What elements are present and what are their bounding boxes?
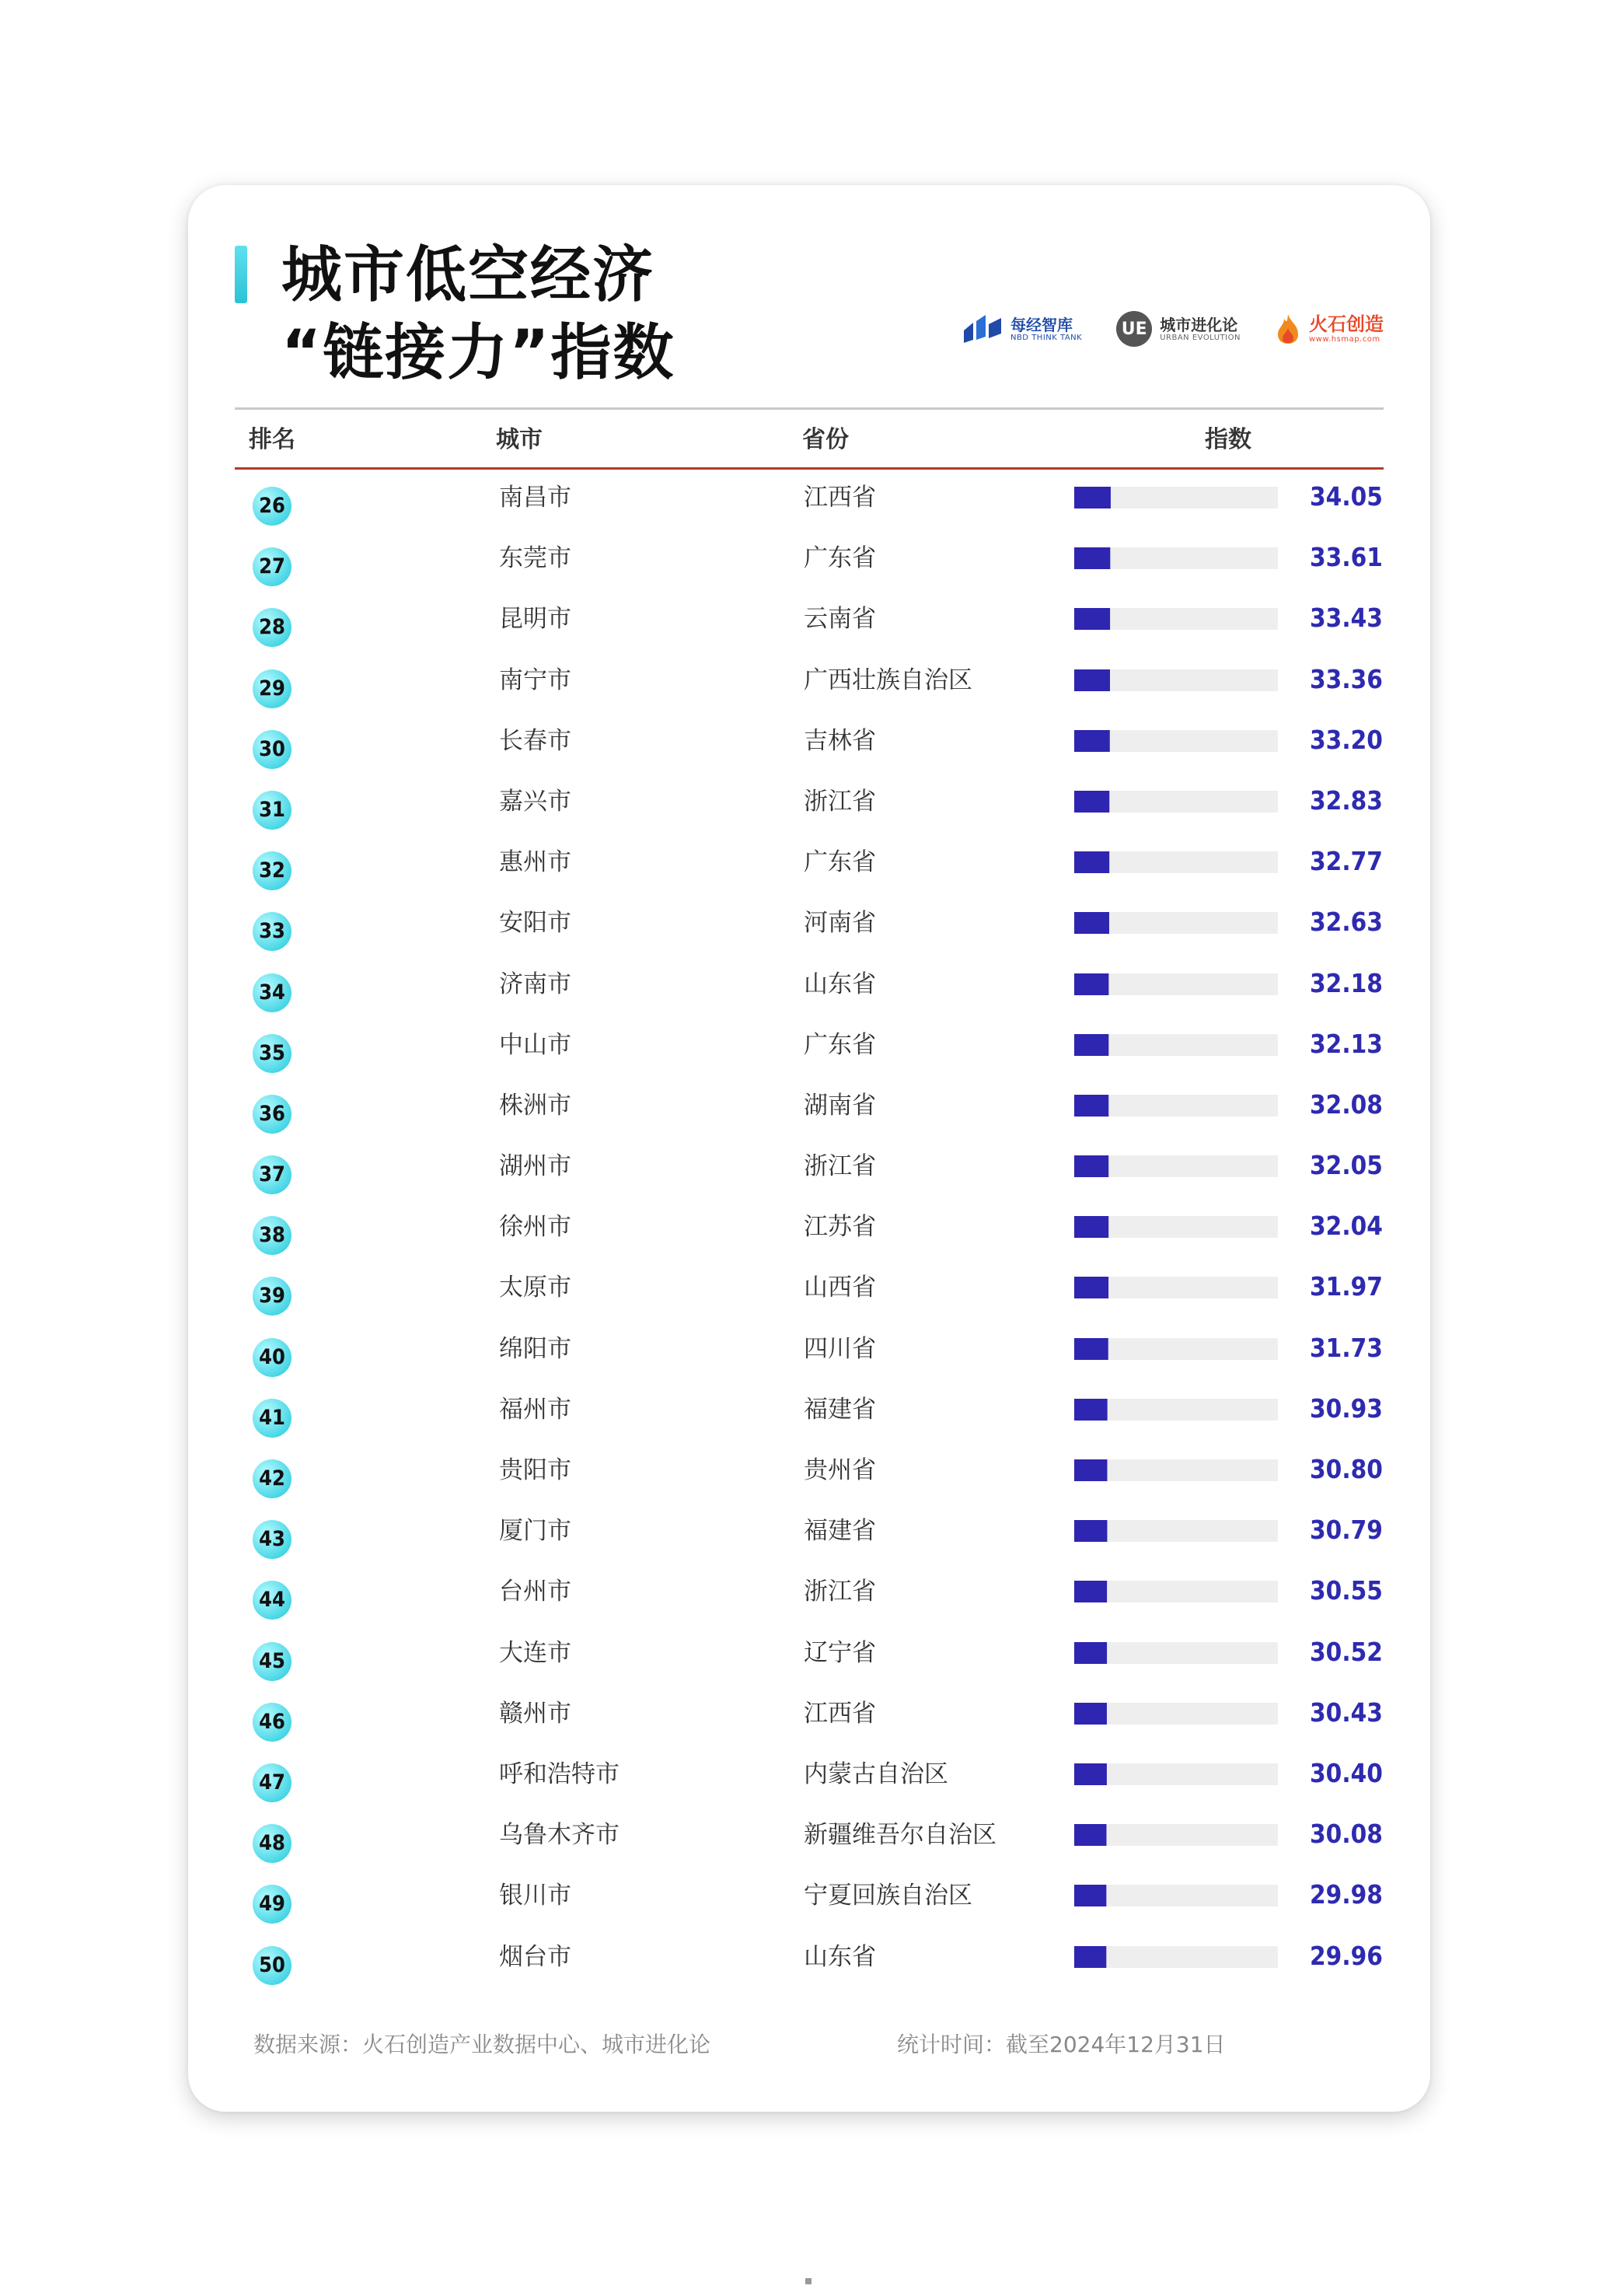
rank-badge: 41 [253, 1399, 291, 1438]
city-name: 昆明市 [499, 605, 571, 634]
index-value: 30.08 [1310, 1819, 1383, 1850]
index-bar [1074, 1520, 1107, 1542]
header-province: 省份 [802, 426, 849, 453]
table-row [188, 530, 1430, 591]
index-bar [1074, 1824, 1106, 1846]
hs-logo-name: 火石创造 [1309, 313, 1384, 336]
province-name: 广东省 [804, 1030, 876, 1059]
rank-badge: 28 [253, 608, 291, 647]
index-bar [1074, 608, 1110, 630]
province-name: 山东省 [804, 970, 876, 998]
index-bar-chart [1074, 1763, 1278, 1785]
index-bar-chart [1074, 1338, 1278, 1360]
index-bar-chart [1074, 730, 1278, 752]
index-bar-chart [1074, 1520, 1278, 1542]
province-name: 吉林省 [804, 726, 876, 755]
index-bar-chart [1074, 912, 1278, 934]
index-bar [1074, 669, 1110, 691]
flame-icon [1275, 313, 1301, 345]
index-value: 34.05 [1310, 481, 1383, 512]
province-name: 浙江省 [804, 787, 876, 816]
city-name: 湖州市 [499, 1152, 571, 1181]
rank-badge: 27 [253, 547, 291, 586]
rank-badge: 50 [253, 1946, 291, 1985]
province-name: 四川省 [804, 1334, 876, 1363]
ue-mark-icon: UE [1116, 311, 1152, 347]
province-name: 贵州省 [804, 1456, 876, 1484]
table-row [188, 1138, 1430, 1199]
table-row [188, 652, 1430, 713]
index-bar-chart [1074, 608, 1278, 630]
nbd-mark-icon [962, 313, 1003, 344]
table-row [188, 1078, 1430, 1138]
index-value: 30.80 [1310, 1454, 1383, 1484]
ranking-table [188, 470, 1430, 1990]
index-value: 32.18 [1310, 967, 1383, 998]
city-name: 太原市 [499, 1274, 571, 1302]
table-row [188, 1686, 1430, 1746]
table-row [188, 1807, 1430, 1868]
province-name: 广西壮族自治区 [804, 666, 972, 694]
index-bar [1074, 547, 1110, 569]
city-name: 赣州市 [499, 1699, 571, 1728]
rank-badge: 31 [253, 791, 291, 830]
index-bar [1074, 1885, 1106, 1906]
page-title [281, 236, 675, 392]
city-name: 徐州市 [499, 1213, 571, 1242]
province-name: 河南省 [804, 909, 876, 938]
index-bar-chart [1074, 1581, 1278, 1602]
table-row [188, 834, 1430, 895]
index-value: 31.97 [1310, 1271, 1383, 1302]
index-bar [1074, 1399, 1108, 1421]
index-bar [1074, 1703, 1107, 1725]
index-bar [1074, 1216, 1108, 1238]
index-value: 30.93 [1310, 1393, 1383, 1424]
index-bar [1074, 851, 1109, 873]
rank-badge: 42 [253, 1459, 291, 1498]
table-row [188, 1017, 1430, 1078]
index-bar-chart [1074, 1885, 1278, 1906]
table-row [188, 470, 1430, 530]
index-value: 32.13 [1310, 1028, 1383, 1059]
index-bar [1074, 1277, 1108, 1298]
table-row [188, 1199, 1430, 1260]
index-bar [1074, 1155, 1108, 1177]
table-row [188, 1746, 1430, 1807]
rank-badge: 35 [253, 1034, 291, 1073]
province-name: 辽宁省 [804, 1638, 876, 1667]
province-name: 山东省 [804, 1942, 876, 1971]
province-name: 福建省 [804, 1395, 876, 1424]
index-value: 29.96 [1310, 1940, 1383, 1971]
table-row [188, 1442, 1430, 1503]
index-bar [1074, 730, 1110, 752]
city-name: 安阳市 [499, 909, 571, 938]
rank-badge: 47 [253, 1763, 291, 1802]
index-value: 32.08 [1310, 1089, 1383, 1120]
ue-logo [1116, 311, 1241, 347]
city-name: 厦门市 [499, 1517, 571, 1546]
index-bar [1074, 1034, 1108, 1056]
table-row [188, 1321, 1430, 1382]
nbd-logo [962, 313, 1082, 344]
rank-badge: 49 [253, 1885, 291, 1924]
rank-badge: 34 [253, 973, 291, 1012]
city-name: 烟台市 [499, 1942, 571, 1971]
ranking-card [188, 185, 1430, 2112]
index-bar-chart [1074, 1399, 1278, 1421]
table-row [188, 1564, 1430, 1624]
index-bar-chart [1074, 487, 1278, 508]
index-value: 33.43 [1310, 603, 1383, 634]
province-name: 福建省 [804, 1517, 876, 1546]
city-name: 惠州市 [499, 848, 571, 877]
index-value: 30.52 [1310, 1636, 1383, 1667]
rank-badge: 45 [253, 1642, 291, 1681]
index-bar-chart [1074, 1277, 1278, 1298]
index-value: 29.98 [1310, 1879, 1383, 1910]
nbd-logo-sub: NBD THINK TANK [1010, 333, 1083, 342]
index-bar-chart [1074, 973, 1278, 995]
rank-badge: 32 [253, 851, 291, 890]
index-bar [1074, 791, 1109, 813]
index-bar [1074, 1338, 1108, 1360]
city-name: 株洲市 [499, 1091, 571, 1120]
page-marker [805, 2278, 811, 2284]
index-bar [1074, 1095, 1108, 1117]
index-bar-chart [1074, 669, 1278, 691]
city-name: 长春市 [499, 726, 571, 755]
province-name: 山西省 [804, 1274, 876, 1302]
table-row [188, 591, 1430, 652]
rank-badge: 40 [253, 1338, 291, 1377]
index-bar-chart [1074, 547, 1278, 569]
index-value: 30.79 [1310, 1515, 1383, 1546]
province-name: 广东省 [804, 544, 876, 573]
province-name: 江苏省 [804, 1213, 876, 1242]
hs-logo [1275, 313, 1384, 345]
rank-badge: 38 [253, 1216, 291, 1255]
city-name: 东莞市 [499, 544, 571, 573]
index-bar-chart [1074, 1034, 1278, 1056]
table-row [188, 1868, 1430, 1928]
index-value: 32.04 [1310, 1211, 1383, 1242]
ue-logo-sub: URBAN EVOLUTION [1160, 333, 1241, 342]
rank-badge: 48 [253, 1824, 291, 1863]
province-name: 广东省 [804, 848, 876, 877]
province-name: 新疆维吾尔自治区 [804, 1821, 996, 1850]
index-bar [1074, 973, 1108, 995]
index-bar-chart [1074, 1642, 1278, 1664]
city-name: 中山市 [499, 1030, 571, 1059]
city-name: 银川市 [499, 1882, 571, 1910]
table-row [188, 895, 1430, 956]
index-value: 30.43 [1310, 1697, 1383, 1728]
index-value: 32.83 [1310, 785, 1383, 816]
table-row [188, 1625, 1430, 1686]
nbd-logo-name: 每经智库 [1010, 315, 1073, 334]
index-bar [1074, 1459, 1107, 1481]
index-bar [1074, 1581, 1107, 1602]
city-name: 福州市 [499, 1395, 571, 1424]
city-name: 大连市 [499, 1638, 571, 1667]
rank-badge: 33 [253, 912, 291, 951]
city-name: 乌鲁木齐市 [499, 1821, 620, 1850]
index-bar-chart [1074, 851, 1278, 873]
table-row [188, 956, 1430, 1017]
table-row [188, 1503, 1430, 1564]
province-name: 内蒙古自治区 [804, 1760, 948, 1788]
table-row [188, 1929, 1430, 1990]
province-name: 浙江省 [804, 1152, 876, 1181]
rank-badge: 29 [253, 669, 291, 708]
index-value: 32.63 [1310, 907, 1383, 938]
table-row [188, 713, 1430, 774]
rank-badge: 43 [253, 1520, 291, 1559]
index-bar [1074, 1763, 1107, 1785]
logo-group [962, 302, 1384, 356]
index-bar [1074, 1642, 1107, 1664]
index-bar-chart [1074, 1095, 1278, 1117]
province-name: 云南省 [804, 605, 876, 634]
rank-badge: 39 [253, 1277, 291, 1316]
index-bar-chart [1074, 791, 1278, 813]
rank-badge: 30 [253, 730, 291, 769]
index-bar-chart [1074, 1946, 1278, 1968]
table-row [188, 774, 1430, 834]
index-bar [1074, 487, 1111, 508]
title-accent-bar [235, 246, 247, 303]
province-name: 江西省 [804, 484, 876, 512]
city-name: 贵阳市 [499, 1456, 571, 1484]
index-bar-chart [1074, 1155, 1278, 1177]
table-row [188, 1382, 1430, 1442]
city-name: 呼和浩特市 [499, 1760, 620, 1788]
header-index: 指数 [1205, 426, 1251, 453]
index-bar [1074, 1946, 1106, 1968]
title-line-1: 城市低空经济 [281, 240, 655, 310]
header-rank: 排名 [249, 426, 295, 453]
city-name: 济南市 [499, 970, 571, 998]
index-value: 30.40 [1310, 1757, 1383, 1788]
index-value: 33.61 [1310, 542, 1383, 573]
province-name: 湖南省 [804, 1091, 876, 1120]
header-top-rule [235, 407, 1384, 410]
province-name: 江西省 [804, 1699, 876, 1728]
city-name: 南宁市 [499, 666, 571, 694]
city-name: 嘉兴市 [499, 787, 571, 816]
rank-badge: 46 [253, 1703, 291, 1742]
header-city: 城市 [496, 426, 543, 453]
hs-logo-sub: www.hsmap.com [1309, 334, 1380, 344]
city-name: 绵阳市 [499, 1334, 571, 1363]
index-value: 31.73 [1310, 1332, 1383, 1363]
ue-logo-name: 城市进化论 [1160, 315, 1238, 334]
index-value: 32.05 [1310, 1150, 1383, 1181]
data-source-note: 数据来源：火石创造产业数据中心、城市进化论 [253, 2032, 711, 2057]
rank-badge: 36 [253, 1095, 291, 1134]
index-bar-chart [1074, 1703, 1278, 1725]
rank-badge: 37 [253, 1155, 291, 1194]
table-row [188, 1260, 1430, 1320]
index-value: 33.36 [1310, 663, 1383, 694]
rank-badge: 44 [253, 1581, 291, 1620]
stat-date-note: 统计时间：截至2024年12月31日 [897, 2032, 1226, 2057]
city-name: 台州市 [499, 1578, 571, 1606]
index-bar-chart [1074, 1824, 1278, 1846]
province-name: 浙江省 [804, 1578, 876, 1606]
rank-badge: 26 [253, 487, 291, 526]
index-value: 33.20 [1310, 724, 1383, 755]
index-value: 30.55 [1310, 1575, 1383, 1606]
city-name: 南昌市 [499, 484, 571, 512]
title-line-2: “链接力”指数 [281, 318, 675, 388]
index-bar-chart [1074, 1216, 1278, 1238]
province-name: 宁夏回族自治区 [804, 1882, 972, 1910]
index-bar-chart [1074, 1459, 1278, 1481]
index-value: 32.77 [1310, 846, 1383, 877]
index-bar [1074, 912, 1109, 934]
